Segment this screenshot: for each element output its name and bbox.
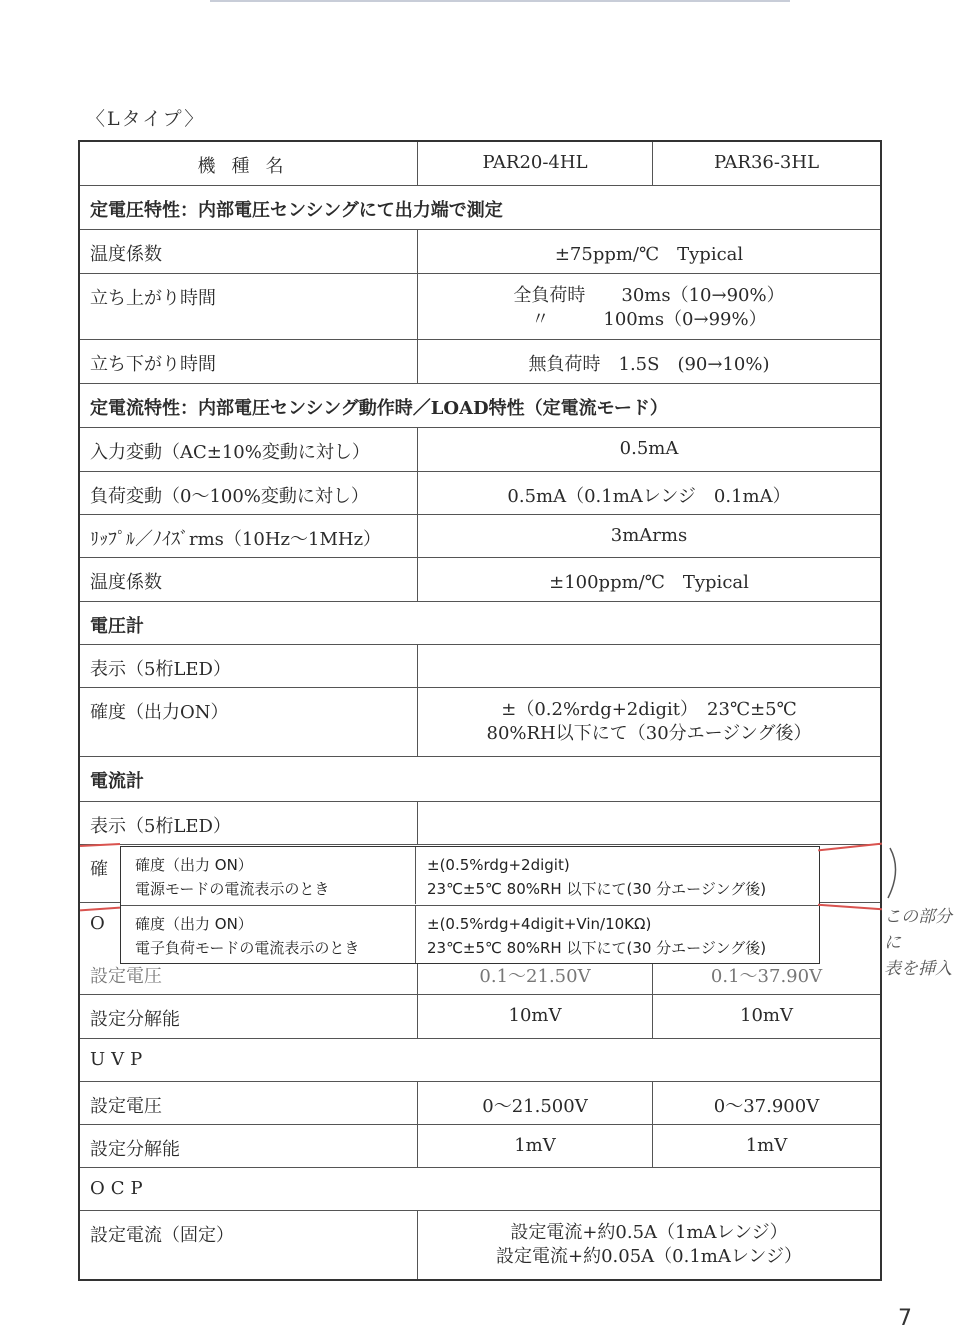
voltmeter-section-row xyxy=(80,601,880,644)
table-row xyxy=(80,994,880,1038)
ovp-res-label: 設定分解能 xyxy=(80,995,418,1038)
handwritten-bracket-mark xyxy=(884,846,906,902)
margin-note-line2: 表を挿入 xyxy=(884,959,952,979)
ammeter-accuracy-stub: 確 xyxy=(90,859,108,880)
table-row xyxy=(80,1210,880,1279)
ocp-set-line2: 設定電流+約0.05A（0.1mAレンジ） xyxy=(496,1246,802,1267)
voltmeter-accuracy-label: 確度（出力ON） xyxy=(80,688,418,756)
table-row xyxy=(80,273,880,339)
inserted-row1-label xyxy=(121,847,416,904)
model2-header: PAR36-3HL xyxy=(713,152,820,173)
voltmeter-accuracy-value xyxy=(418,688,880,756)
ocp-set-label: 設定電流（固定） xyxy=(80,1211,418,1279)
uvp-set-value1: 0～21.500V xyxy=(418,1082,653,1124)
cc-section-row xyxy=(80,383,880,427)
inserted-row-load-mode xyxy=(121,905,819,963)
page-number: 7 xyxy=(898,1306,912,1331)
cc-input-label: 入力変動（AC±10%変動に対し） xyxy=(80,428,418,471)
inserted-row1-label-line1: 確度（出力 ON） xyxy=(135,856,253,874)
ovp-res-value2: 10mV xyxy=(740,1005,793,1026)
inserted-row2-value xyxy=(417,906,819,963)
cc-temp-value: ±100ppm/℃ Typical xyxy=(549,572,749,593)
inserted-row1-value-line1: ±(0.5%rdg+2digit) xyxy=(427,856,570,874)
uvp-set-label: 設定電圧 xyxy=(80,1082,418,1124)
ovp-res-value1: 10mV xyxy=(418,995,653,1038)
model-name-header: 機種名 xyxy=(80,142,418,185)
ocp-section-title: OCP xyxy=(90,1178,149,1199)
table-row xyxy=(80,801,880,844)
table-row xyxy=(80,1081,880,1124)
uvp-res-label: 設定分解能 xyxy=(80,1125,418,1167)
cv-temp-value: ±75ppm/℃ Typical xyxy=(554,244,744,265)
table-row xyxy=(80,229,880,273)
cc-input-value: 0.5mA xyxy=(619,438,679,459)
table-row xyxy=(80,557,880,601)
table-row xyxy=(80,1124,880,1167)
ovp-set-value2: 0.1～37.90V xyxy=(710,966,823,987)
ocp-set-value xyxy=(418,1211,880,1279)
cv-rise-label: 立ち上がり時間 xyxy=(80,274,418,339)
voltmeter-section-title: 電圧計 xyxy=(90,616,144,637)
scan-edge-line xyxy=(210,0,790,2)
cv-rise-line1: 全負荷時 30ms（10→90%） xyxy=(513,285,785,306)
ammeter-section-row xyxy=(80,756,880,801)
inserted-row1-value-line2: 23℃±5℃ 80%RH 以下にて(30 分エージング後) xyxy=(427,880,767,898)
cv-rise-value xyxy=(418,274,880,339)
table-row xyxy=(80,427,880,471)
table-header-row xyxy=(80,142,880,185)
voltmeter-display-label: 表示（5桁LED） xyxy=(80,645,418,687)
inserted-row2-label-line1: 確度（出力 ON） xyxy=(135,915,253,933)
inserted-row2-label-line2: 電子負荷モードの電流表示のとき xyxy=(135,939,360,957)
table-row xyxy=(80,687,880,756)
voltmeter-display-value xyxy=(418,645,880,687)
cv-fall-label: 立ち下がり時間 xyxy=(80,340,418,383)
uvp-section-row xyxy=(80,1038,880,1081)
cc-load-value: 0.5mA（0.1mAレンジ 0.1mA） xyxy=(507,486,791,507)
handwritten-margin-note xyxy=(884,904,959,982)
table-row xyxy=(80,644,880,687)
margin-note-line1: この部分に xyxy=(884,907,952,953)
inserted-row2-label xyxy=(121,906,416,963)
uvp-section-title: UVP xyxy=(90,1049,149,1070)
model1-header: PAR20-4HL xyxy=(418,142,653,185)
ovp-set-label: 設定電圧 xyxy=(80,960,418,994)
table-row xyxy=(80,960,880,994)
ammeter-section-title: 電流計 xyxy=(90,771,144,792)
cc-ripple-label: ﾘｯﾌﾟﾙ／ﾉｲｽﾞrms（10Hz～1MHz） xyxy=(80,515,418,557)
cv-rise-line2: 〃 100ms（0→99%） xyxy=(531,309,767,330)
voltmeter-accuracy-line2: 80%RH以下にて（30分エージング後） xyxy=(486,723,812,744)
uvp-res-value1: 1mV xyxy=(418,1125,653,1167)
cv-temp-label: 温度係数 xyxy=(80,230,418,273)
ovp-set-value1: 0.1～21.50V xyxy=(418,960,653,994)
ammeter-display-label: 表示（5桁LED） xyxy=(80,802,418,844)
ovp-stub: O xyxy=(90,913,105,934)
cc-section-title: 定電流特性：内部電圧センシング動作時／LOAD特性（定電流モード） xyxy=(90,398,668,419)
inserted-row2-value-line1: ±(0.5%rdg+4digit+Vin/10KΩ) xyxy=(427,915,652,933)
table-row xyxy=(80,514,880,557)
ocp-section-row xyxy=(80,1167,880,1210)
table-row xyxy=(80,339,880,383)
inserted-ammeter-accuracy-table xyxy=(120,846,820,964)
uvp-res-value2: 1mV xyxy=(745,1135,788,1156)
voltmeter-accuracy-line1: ±（0.2%rdg+2digit） 23℃±5℃ xyxy=(501,699,797,720)
cv-section-title: 定電圧特性：内部電圧センシングにて出力端で測定 xyxy=(90,200,503,221)
ocp-set-line1: 設定電流+約0.5A（1mAレンジ） xyxy=(510,1222,788,1243)
spec-table xyxy=(78,140,882,1281)
table-row xyxy=(80,471,880,514)
inserted-row1-value xyxy=(417,847,819,904)
section-heading: 〈Lタイプ〉 xyxy=(86,108,206,130)
cc-temp-label: 温度係数 xyxy=(80,558,418,601)
inserted-row1-label-line2: 電源モードの電流表示のとき xyxy=(135,880,330,898)
inserted-row-power-mode xyxy=(121,847,819,904)
cc-load-label: 負荷変動（0～100%変動に対し） xyxy=(80,472,418,514)
inserted-row2-value-line2: 23℃±5℃ 80%RH 以下にて(30 分エージング後) xyxy=(427,939,767,957)
cv-fall-value: 無負荷時 1.5S (90→10%) xyxy=(528,354,770,375)
uvp-set-value2: 0～37.900V xyxy=(713,1096,820,1117)
cv-section-row xyxy=(80,185,880,229)
cc-ripple-value: 3mArms xyxy=(610,525,688,546)
ammeter-display-value xyxy=(418,802,880,844)
